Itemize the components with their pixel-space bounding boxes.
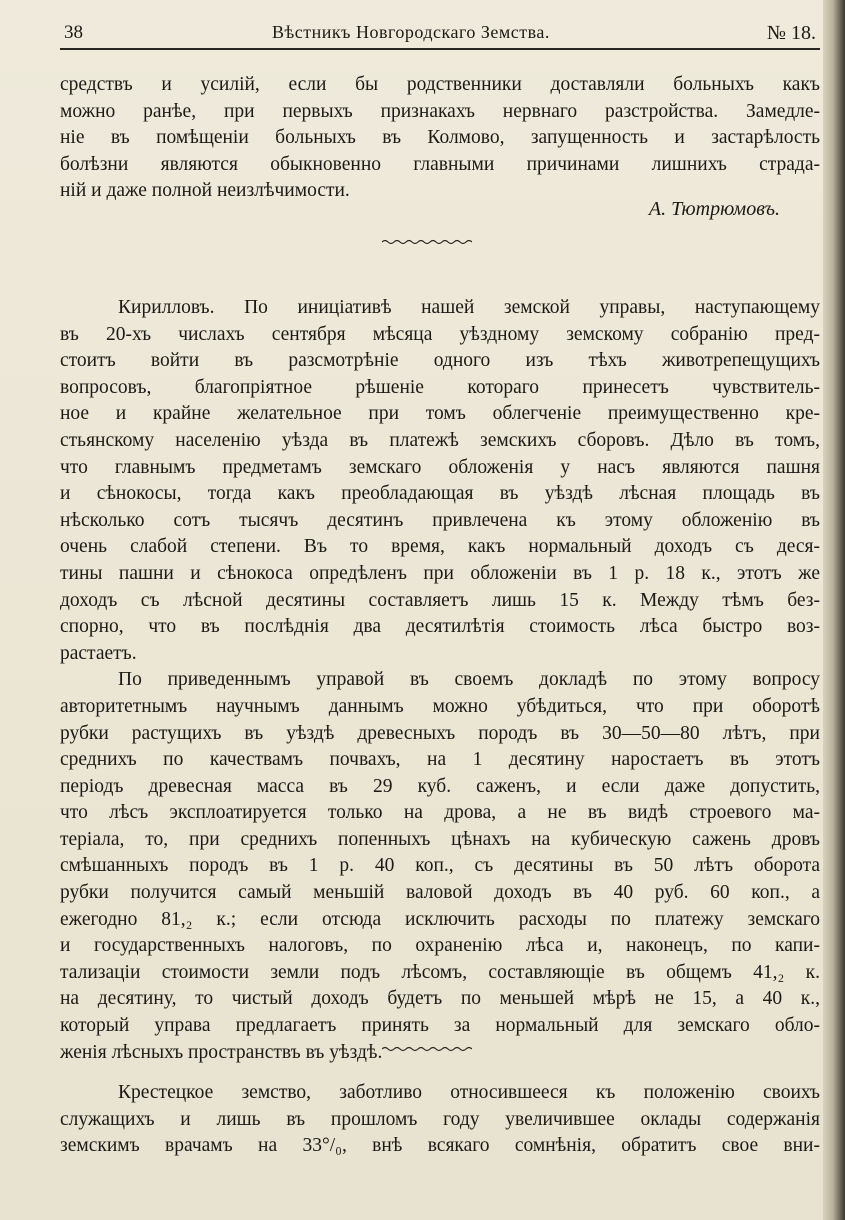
text-line: стоитъ войти въ разсмотрѣніе одного изъ тѣхъ животрепещущихъ <box>60 350 820 372</box>
text-line: По приведеннымъ управой въ своемъ докладѣ по этому вопросу <box>118 669 820 691</box>
page-edge-shadow <box>823 0 845 1220</box>
page-number: 38 <box>64 22 83 43</box>
text-line: Кирилловъ. По иниціативѣ нашей земской управы, наступающему <box>118 297 820 318</box>
text-line: рубки получится самый меньшій валовой доходъ въ 40 руб. 60 коп., а <box>60 882 820 904</box>
journal-title: Вѣстникъ Новгородскаго Земства. <box>272 22 550 42</box>
text-line: и сѣнокосы, тогда какъ преобладающая въ уѣздѣ лѣсная площадь въ <box>60 483 820 505</box>
text-line: въ 20-хъ числахъ сентября мѣсяца уѣздному земскому собранію пред- <box>60 323 820 345</box>
text-line: женія лѣсныхъ пространствъ въ уѣздѣ. <box>60 1041 383 1063</box>
text-line: служащихъ и лишь въ прошломъ году увеличившее оклады содержанія <box>60 1108 820 1130</box>
krestsy-article <box>60 1080 820 1160</box>
text-line: болѣзни являются обыкновенно главными причинами лишнихъ страда- <box>60 153 820 175</box>
text-line: тины пашни и сѣнокоса опредѣленъ при обложеніи въ 1 р. 18 к., этотъ же <box>60 562 820 584</box>
section-divider <box>382 238 472 246</box>
text-line: смѣшанныхъ породъ въ 1 р. 40 коп., съ десятины въ 50 лѣтъ оборота <box>60 855 820 877</box>
text-line: Крестецкое земство, заботливо относившееся къ положенію своихъ <box>118 1082 820 1103</box>
text-line: тализаціи стоимости земли подъ лѣсомъ, составляющіе въ общемъ 41,₂ к. <box>60 961 820 983</box>
text-line: на десятину, то чистый доходъ будетъ по меньшей мѣрѣ не 15, а 40 к., <box>60 988 820 1010</box>
text-line: и государственныхъ налоговъ, по охраненію лѣса и, наконецъ, по капи- <box>60 935 820 957</box>
kirillov-article <box>60 295 820 1066</box>
text-line: что главнымъ предметамъ земскаго обложенія у насъ являются пашня <box>60 456 820 478</box>
text-line: земскимъ врачамъ на 33°/₀, внѣ всякаго сомнѣнія, обратитъ свое вни- <box>60 1135 820 1157</box>
text-line: рубки растущихъ въ уѣздѣ древесныхъ породъ въ 30—50—80 лѣтъ, при <box>60 722 820 744</box>
text-line: что лѣсъ эксплоатируется только на дрова, а не въ видѣ строевого ма- <box>60 802 820 824</box>
text-line: періодъ древесная масса въ 29 куб. саженъ, и если даже допустить, <box>60 775 820 797</box>
text-line: ніе въ помѣщеніи больныхъ въ Колмово, запущенность и застарѣлость <box>60 127 820 149</box>
text-line: вопросовъ, благопріятное рѣшеніе котораго принесетъ чувствитель- <box>60 376 820 398</box>
author-signature: А. Тютрюмовъ. <box>648 198 780 220</box>
text-line: ное и крайне желательное при томъ облегченіе преимущественно кре- <box>60 403 820 425</box>
text-line: средствъ и усилій, если бы родственники доставляли больныхъ какъ <box>60 74 820 95</box>
text-line: доходъ съ лѣсной десятины составляетъ лишь 15 к. Между тѣмъ без- <box>60 589 820 611</box>
header-rule <box>60 48 820 50</box>
text-line: растаетъ. <box>60 642 137 664</box>
text-line: нѣсколько сотъ тысячъ десятинъ привлечена къ этому обложенію въ <box>60 509 820 531</box>
text-line: авторитетнымъ научнымъ даннымъ можно убѣдиться, что при оборотѣ <box>60 695 820 717</box>
text-line: теріала, то, при среднихъ попенныхъ цѣнахъ на кубическую сажень дровъ <box>60 828 820 850</box>
text-line: который управа предлагаетъ принять за нормальный для земскаго обло- <box>60 1015 820 1037</box>
text-line: ежегодно 81,₂ к.; если отсюда исключить расходы по платежу земскаго <box>60 908 820 930</box>
text-line: очень слабой степени. Въ то время, какъ нормальный доходъ съ деся- <box>60 536 820 558</box>
text-line: ній и даже полной неизлѣчимости. <box>60 180 350 202</box>
text-line: спорно, что въ послѣднія два десятилѣтія стоимость лѣса быстро воз- <box>60 616 820 638</box>
text-line: среднихъ по качествамъ почвахъ, на 1 десятину наростаетъ въ этотъ <box>60 749 820 771</box>
section-divider <box>382 1045 472 1053</box>
text-line: стьянскому населенію уѣзда въ платежѣ земскихъ сборовъ. Дѣло въ томъ, <box>60 429 820 451</box>
article-continuation <box>60 72 820 205</box>
text-line: можно ранѣе, при первыхъ признакахъ нервнаго разстройства. Замедле- <box>60 100 820 122</box>
issue-number: № 18. <box>766 22 816 44</box>
